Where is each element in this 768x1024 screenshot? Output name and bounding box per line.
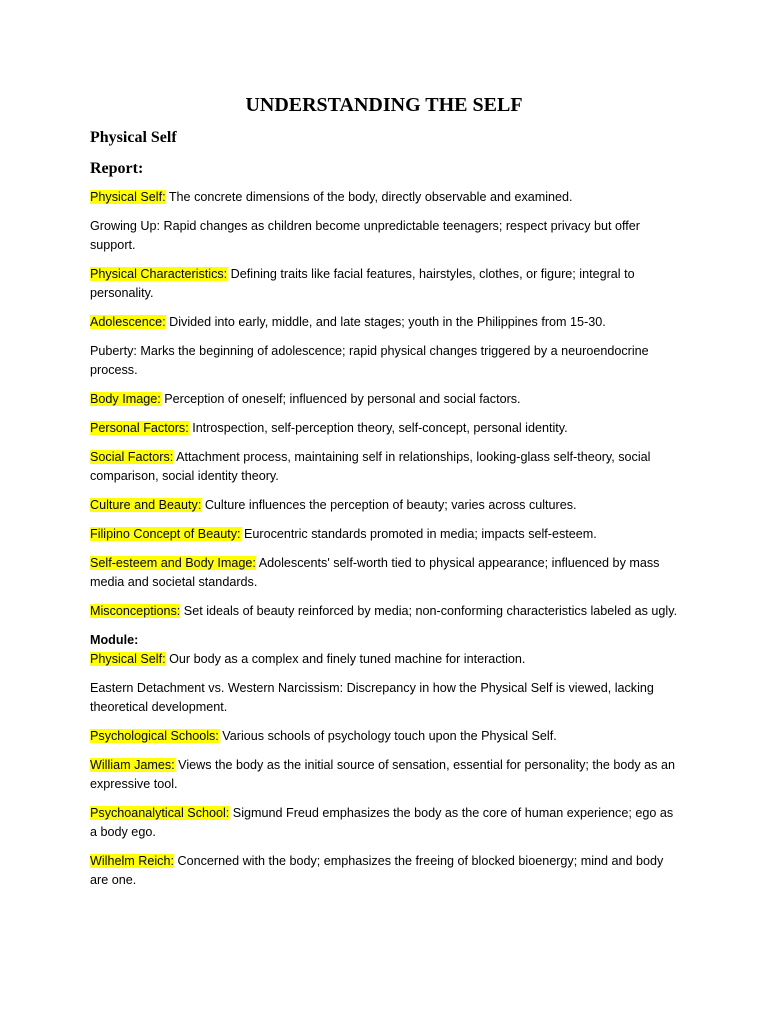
term-highlight: Psychological Schools: — [90, 729, 219, 743]
term-highlight: Psychoanalytical School: — [90, 806, 230, 820]
report-item — [90, 217, 682, 255]
definition-text: Concerned with the body; emphasizes the freeing of blocked bioenergy; mind and body are one. — [90, 854, 664, 887]
definition-text: Puberty: Marks the beginning of adolescence; rapid physical changes triggered by a neuroendocrine process. — [90, 344, 649, 377]
definition-text: Views the body as the initial source of sensation, essential for personality; the body as an expressive tool. — [90, 758, 675, 791]
module-item — [90, 852, 682, 890]
section-title: Physical Self — [90, 129, 177, 146]
report-item — [90, 342, 682, 380]
term-highlight: Social Factors: — [90, 450, 174, 464]
module-item — [90, 679, 682, 717]
report-item — [90, 419, 682, 438]
definition-text: Various schools of psychology touch upon the Physical Self. — [218, 729, 557, 743]
term-highlight: Physical Self: — [90, 652, 166, 666]
definition-text: Attachment process, maintaining self in relationships, looking-glass self-theory, social comparison, social identity theory. — [90, 450, 651, 483]
term-highlight: Personal Factors: — [90, 421, 189, 435]
definition-text: Set ideals of beauty reinforced by media; non-conforming characteristics labeled as ugly. — [180, 604, 678, 618]
report-item — [90, 525, 682, 544]
definition-text: Eurocentric standards promoted in media; impacts self-esteem. — [240, 527, 597, 541]
report-heading: Report: — [90, 160, 144, 177]
module-item — [90, 727, 682, 746]
definition-text: Divided into early, middle, and late stages; youth in the Philippines from 15-30. — [165, 315, 606, 329]
definition-text: Defining traits like facial features, hairstyles, clothes, or figure; integral to personality. — [90, 267, 635, 300]
document-body — [90, 188, 682, 890]
module-list — [90, 650, 682, 890]
term-highlight: Body Image: — [90, 392, 161, 406]
term-highlight: Physical Self: — [90, 190, 166, 204]
term-highlight: William James: — [90, 758, 175, 772]
report-item — [90, 390, 682, 409]
report-item — [90, 265, 682, 303]
definition-text: Sigmund Freud emphasizes the body as the core of human experience; ego as a body ego. — [90, 806, 674, 839]
definition-text: Perception of oneself; influenced by personal and social factors. — [160, 392, 521, 406]
module-item — [90, 650, 682, 669]
report-list — [90, 188, 682, 621]
term-highlight: Self-esteem and Body Image: — [90, 556, 256, 570]
definition-text: The concrete dimensions of the body, directly observable and examined. — [165, 190, 573, 204]
term-highlight: Adolescence: — [90, 315, 166, 329]
report-item — [90, 554, 682, 592]
definition-text: Eastern Detachment vs. Western Narcissism: Discrepancy in how the Physical Self is viewed, lacking theoretical development. — [90, 681, 654, 714]
report-item — [90, 496, 682, 515]
term-highlight: Culture and Beauty: — [90, 498, 202, 512]
definition-text: Growing Up: Rapid changes as children become unpredictable teenagers; respect privacy but offer support. — [90, 219, 641, 252]
module-item — [90, 756, 682, 794]
term-highlight: Wilhelm Reich: — [90, 854, 174, 868]
report-item — [90, 188, 682, 207]
report-item — [90, 602, 682, 621]
definition-text: Our body as a complex and finely tuned machine for interaction. — [165, 652, 526, 666]
definition-text: Culture influences the perception of beauty; varies across cultures. — [201, 498, 577, 512]
report-item — [90, 313, 682, 332]
term-highlight: Physical Characteristics: — [90, 267, 228, 281]
definition-text: Adolescents' self-worth tied to physical appearance; influenced by mass media and societal standards. — [90, 556, 660, 589]
page-title: UNDERSTANDING THE SELF — [245, 94, 523, 116]
term-highlight: Misconceptions: — [90, 604, 181, 618]
definition-text: Introspection, self-perception theory, self-concept, personal identity. — [188, 421, 568, 435]
module-item — [90, 804, 682, 842]
term-highlight: Filipino Concept of Beauty: — [90, 527, 241, 541]
report-item — [90, 448, 682, 486]
module-heading: Module: — [90, 633, 139, 647]
